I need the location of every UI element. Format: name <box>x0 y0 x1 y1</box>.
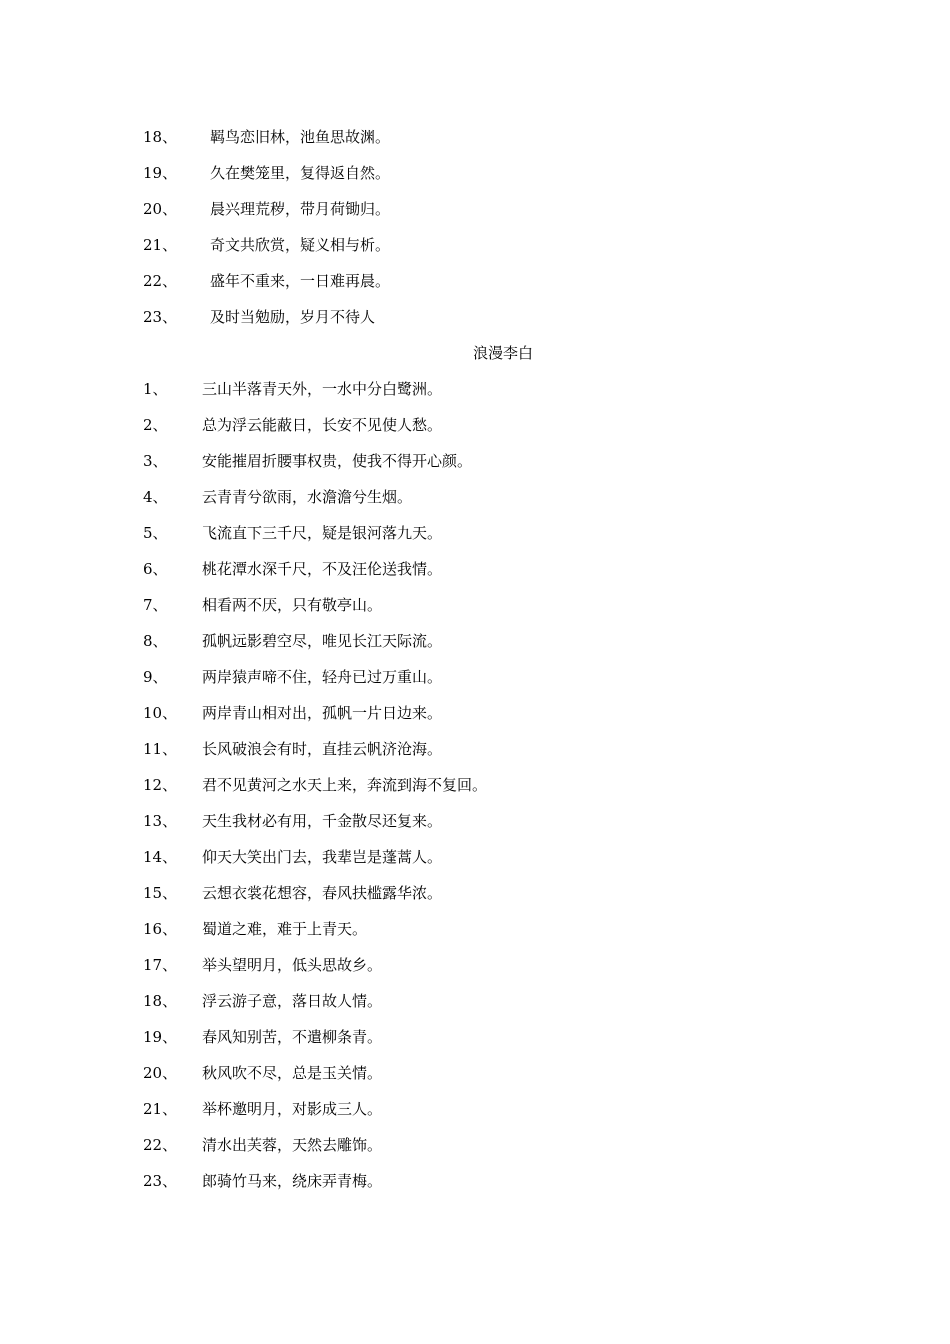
item-text: 浮云游子意，落日故人情。 <box>202 992 383 1010</box>
list-item <box>0 163 950 199</box>
item-number: 15、 <box>143 884 178 902</box>
list-item <box>0 379 950 415</box>
list-item <box>0 775 950 811</box>
list-item <box>0 523 950 559</box>
item-text: 春风知别苦，不遣柳条青。 <box>202 1028 383 1046</box>
list-item <box>0 1171 950 1207</box>
list-item <box>0 415 950 451</box>
item-text: 郎骑竹马来，绕床弄青梅。 <box>202 1172 383 1190</box>
item-text: 晨兴理荒秽，带月荷锄归。 <box>210 200 391 218</box>
list-item <box>0 811 950 847</box>
item-number: 20、 <box>143 200 178 218</box>
item-number: 18、 <box>143 992 178 1010</box>
item-text: 及时当勉励，岁月不待人 <box>210 308 376 326</box>
item-number: 23、 <box>143 1172 178 1190</box>
item-text: 飞流直下三千尺，疑是银河落九天。 <box>202 524 443 542</box>
item-number: 6、 <box>143 560 168 578</box>
list-item <box>0 1027 950 1063</box>
item-number: 21、 <box>143 236 178 254</box>
item-number: 14、 <box>143 848 178 866</box>
list-item <box>0 667 950 703</box>
list-item <box>0 955 950 991</box>
item-number: 7、 <box>143 596 168 614</box>
item-number: 3、 <box>143 452 168 470</box>
item-text: 长风破浪会有时，直挂云帆济沧海。 <box>202 740 443 758</box>
list-item <box>0 991 950 1027</box>
list-item <box>0 451 950 487</box>
item-number: 2、 <box>143 416 168 434</box>
item-number: 20、 <box>143 1064 178 1082</box>
item-number: 8、 <box>143 632 168 650</box>
item-number: 16、 <box>143 920 178 938</box>
list-item <box>0 847 950 883</box>
list-item <box>0 1135 950 1171</box>
item-number: 13、 <box>143 812 178 830</box>
item-number: 1、 <box>143 380 168 398</box>
list-item <box>0 127 950 163</box>
item-text: 清水出芙蓉，天然去雕饰。 <box>202 1136 383 1154</box>
item-text: 云想衣裳花想容，春风扶槛露华浓。 <box>202 884 443 902</box>
item-number: 22、 <box>143 272 178 290</box>
item-text: 奇文共欣赏，疑义相与析。 <box>210 236 391 254</box>
item-number: 5、 <box>143 524 168 542</box>
item-number: 17、 <box>143 956 178 974</box>
item-number: 19、 <box>143 164 178 182</box>
item-number: 9、 <box>143 668 168 686</box>
item-text: 仰天大笑出门去，我辈岂是蓬蒿人。 <box>202 848 443 866</box>
item-number: 10、 <box>143 704 178 722</box>
list-item <box>0 919 950 955</box>
item-text: 举杯邀明月，对影成三人。 <box>202 1100 383 1118</box>
item-number: 18、 <box>143 128 178 146</box>
list-item <box>0 559 950 595</box>
item-text: 云青青兮欲雨，水澹澹兮生烟。 <box>202 488 413 506</box>
item-text: 举头望明月，低头思故乡。 <box>202 956 383 974</box>
item-text: 盛年不重来，一日难再晨。 <box>210 272 391 290</box>
item-text: 桃花潭水深千尺，不及汪伦送我情。 <box>202 560 443 578</box>
list-item <box>0 739 950 775</box>
item-text: 两岸青山相对出，孤帆一片日边来。 <box>202 704 443 722</box>
item-number: 23、 <box>143 308 178 326</box>
item-number: 21、 <box>143 1100 178 1118</box>
item-text: 三山半落青天外，一水中分白鹭洲。 <box>202 380 443 398</box>
list-item <box>0 487 950 523</box>
item-text: 两岸猿声啼不住，轻舟已过万重山。 <box>202 668 443 686</box>
item-number: 4、 <box>143 488 168 506</box>
item-number: 19、 <box>143 1028 178 1046</box>
item-text: 君不见黄河之水天上来，奔流到海不复回。 <box>202 776 488 794</box>
list-item <box>0 703 950 739</box>
list-item <box>0 235 950 271</box>
item-text: 蜀道之难，难于上青天。 <box>202 920 368 938</box>
list-item <box>0 631 950 667</box>
item-text: 羁鸟恋旧林，池鱼思故渊。 <box>210 128 391 146</box>
item-text: 秋风吹不尽，总是玉关情。 <box>202 1064 383 1082</box>
item-text: 久在樊笼里，复得返自然。 <box>210 164 391 182</box>
list-item <box>0 199 950 235</box>
item-number: 22、 <box>143 1136 178 1154</box>
list-item <box>0 307 950 343</box>
list-item <box>0 595 950 631</box>
item-number: 11、 <box>143 740 178 758</box>
list-item <box>0 1063 950 1099</box>
list-item <box>0 883 950 919</box>
item-text: 总为浮云能蔽日，长安不见使人愁。 <box>202 416 443 434</box>
item-text: 安能摧眉折腰事权贵，使我不得开心颜。 <box>202 452 473 470</box>
section-title: 浪漫李白 <box>473 344 534 362</box>
list-item <box>0 1099 950 1135</box>
item-text: 天生我材必有用，千金散尽还复来。 <box>202 812 443 830</box>
item-number: 12、 <box>143 776 178 794</box>
item-text: 孤帆远影碧空尽，唯见长江天际流。 <box>202 632 443 650</box>
list-item <box>0 271 950 307</box>
item-text: 相看两不厌，只有敬亭山。 <box>202 596 383 614</box>
